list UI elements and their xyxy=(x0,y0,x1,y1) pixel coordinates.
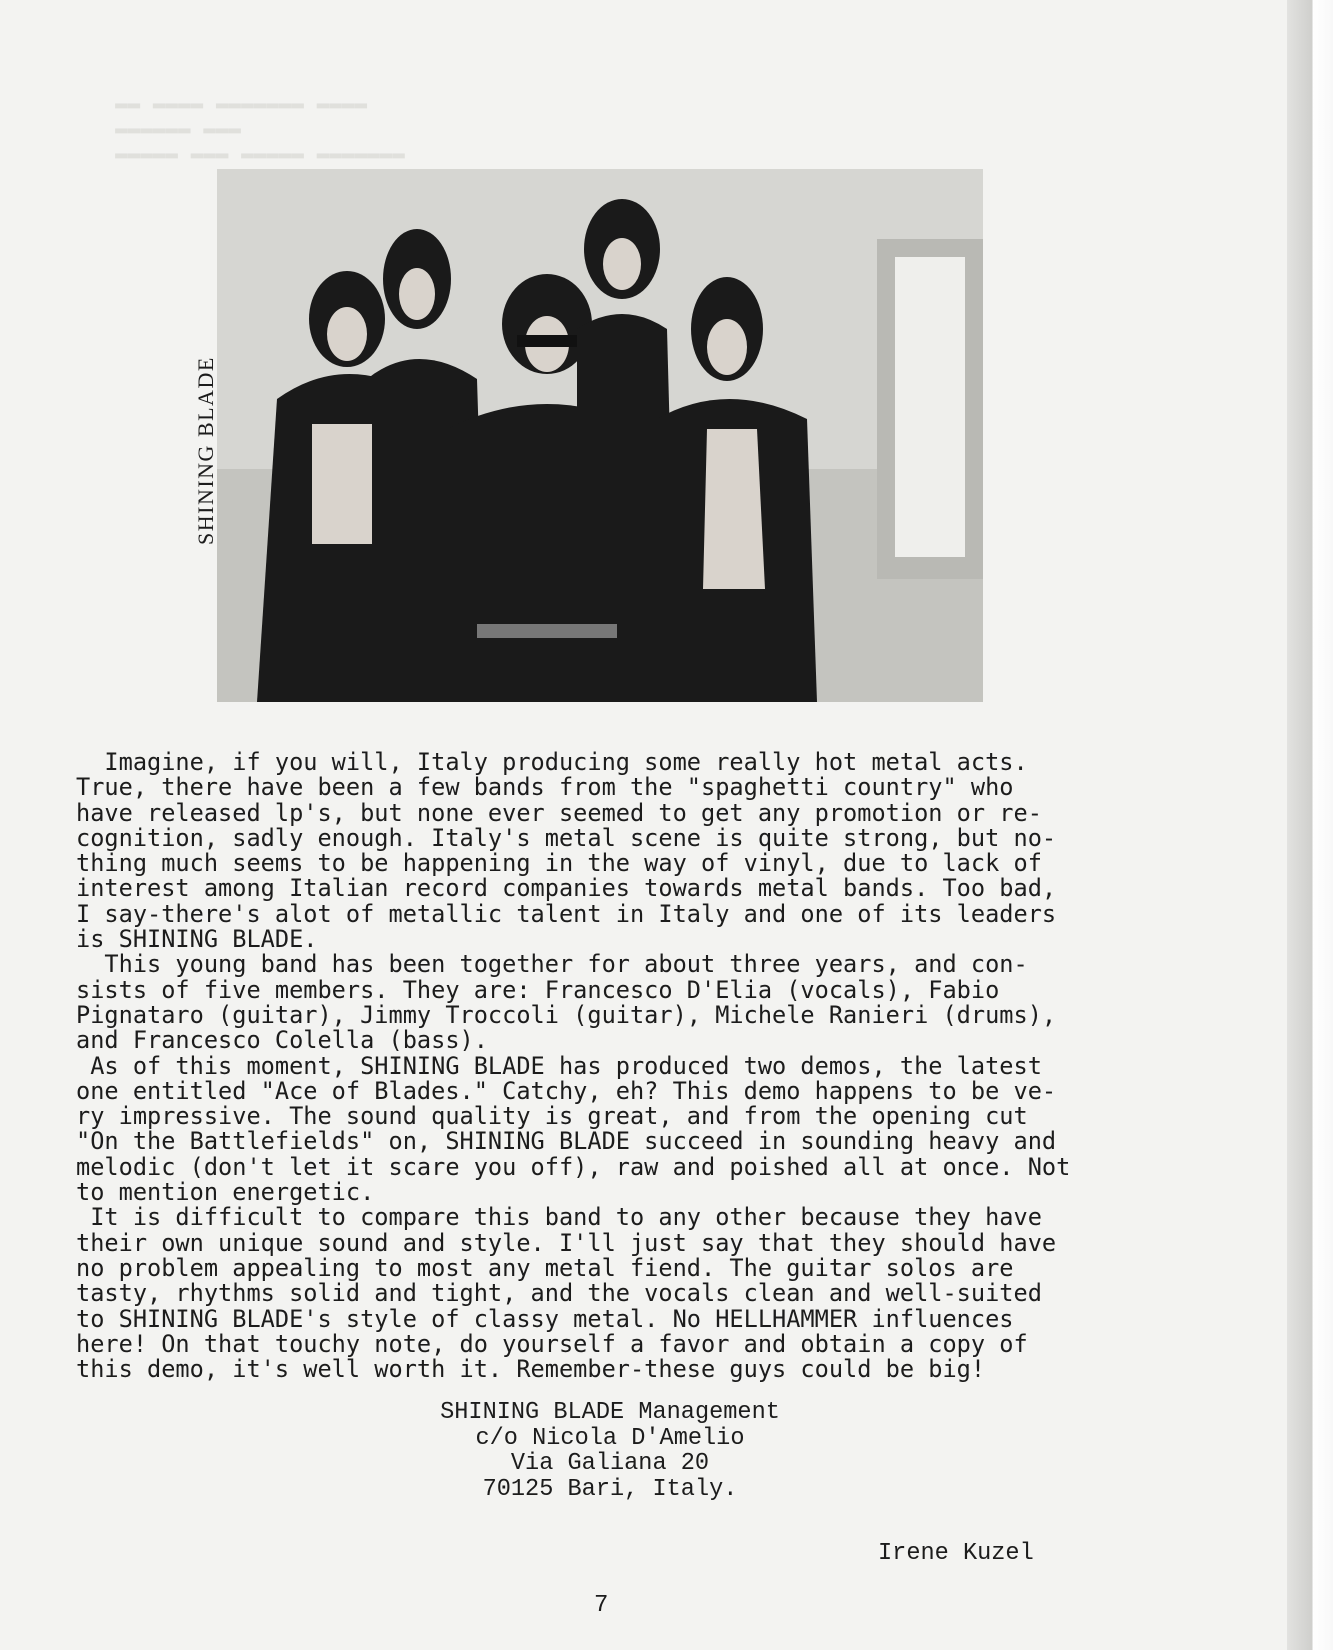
article-line: tasty, rhythms solid and tight, and the vocals clean and well-suited xyxy=(76,1279,1042,1308)
article-line: no problem appealing to most any metal fiend. The guitar solos are xyxy=(76,1253,1014,1282)
article-line: and Francesco Colella (bass). xyxy=(76,1026,488,1055)
article-line: I say-there's alot of metallic talent in Italy and one of its leaders xyxy=(76,899,1057,928)
article-line: their own unique sound and style. I'll just say that they should have xyxy=(76,1228,1057,1257)
article-line: ry impressive. The sound quality is great, and from the opening cut xyxy=(76,1102,1028,1131)
author-signature: Irene Kuzel xyxy=(878,1540,1034,1567)
article-line: Imagine, if you will, Italy producing some really hot metal acts. xyxy=(76,748,1028,776)
contact-address xyxy=(400,1400,820,1502)
article-line: here! On that touchy note, do yourself a favor and obtain a copy of xyxy=(76,1329,1028,1358)
article-line: This young band has been together for about three years, and con- xyxy=(76,950,1028,979)
article-line: thing much seems to be happening in the way of vinyl, due to lack of xyxy=(76,849,1042,878)
article-line: is SHINING BLADE. xyxy=(76,925,318,954)
page-number: 7 xyxy=(594,1592,609,1619)
address-line: SHINING BLADE Management xyxy=(440,1399,780,1426)
article-line: melodic (don't let it scare you off), raw and poished all at once. Not xyxy=(76,1152,1071,1181)
article-line: True, there have been a few bands from the "spaghetti country" who xyxy=(76,773,1014,802)
article-line: to SHINING BLADE's style of classy metal. No HELLHAMMER influences xyxy=(76,1304,1014,1333)
article-line: Pignataro (guitar), Jimmy Troccoli (guitar), Michele Ranieri (drums), xyxy=(76,1000,1057,1029)
article-line: "On the Battlefields" on, SHINING BLADE succeed in sounding heavy and xyxy=(76,1127,1057,1156)
address-line: Via Galiana 20 xyxy=(510,1450,710,1477)
article-line: have released lp's, but none ever seemed to get any promotion or re- xyxy=(76,798,1042,827)
article-line: to mention energetic. xyxy=(76,1178,375,1207)
address-line: c/o Nicola D'Amelio xyxy=(475,1424,745,1452)
photo-caption: SHINING BLADE xyxy=(193,356,218,545)
article-line: one entitled "Ace of Blades." Catchy, eh? This demo happens to be ve- xyxy=(76,1076,1057,1105)
article-line: interest among Italian record companies towards metal bands. Too bad, xyxy=(76,874,1057,903)
article-line: this demo, it's well worth it. Remember-these guys could be big! xyxy=(76,1355,986,1384)
band-photo-image xyxy=(217,169,983,702)
article-body xyxy=(76,750,1070,1382)
address-line: 70125 Bari, Italy. xyxy=(482,1475,738,1503)
article-line: It is difficult to compare this band to any other because they have xyxy=(76,1203,1042,1232)
band-photo xyxy=(217,169,983,702)
article-line: As of this moment, SHINING BLADE has produced two demos, the latest xyxy=(76,1051,1042,1080)
article-line: sists of five members. They are: Francesco D'Elia (vocals), Fabio xyxy=(76,975,1000,1004)
page-edge xyxy=(1287,0,1333,1650)
article-line: cognition, sadly enough. Italy's metal scene is quite strong, but no- xyxy=(76,823,1057,852)
show-through: ▬▬ ▬▬▬▬ ▬▬▬▬▬▬▬ ▬▬▬▬ ▬▬▬▬▬▬ ▬▬▬ ▬▬▬▬▬ ▬▬▬ ▬▬▬▬▬ ▬▬▬▬▬▬▬ xyxy=(115,93,405,166)
